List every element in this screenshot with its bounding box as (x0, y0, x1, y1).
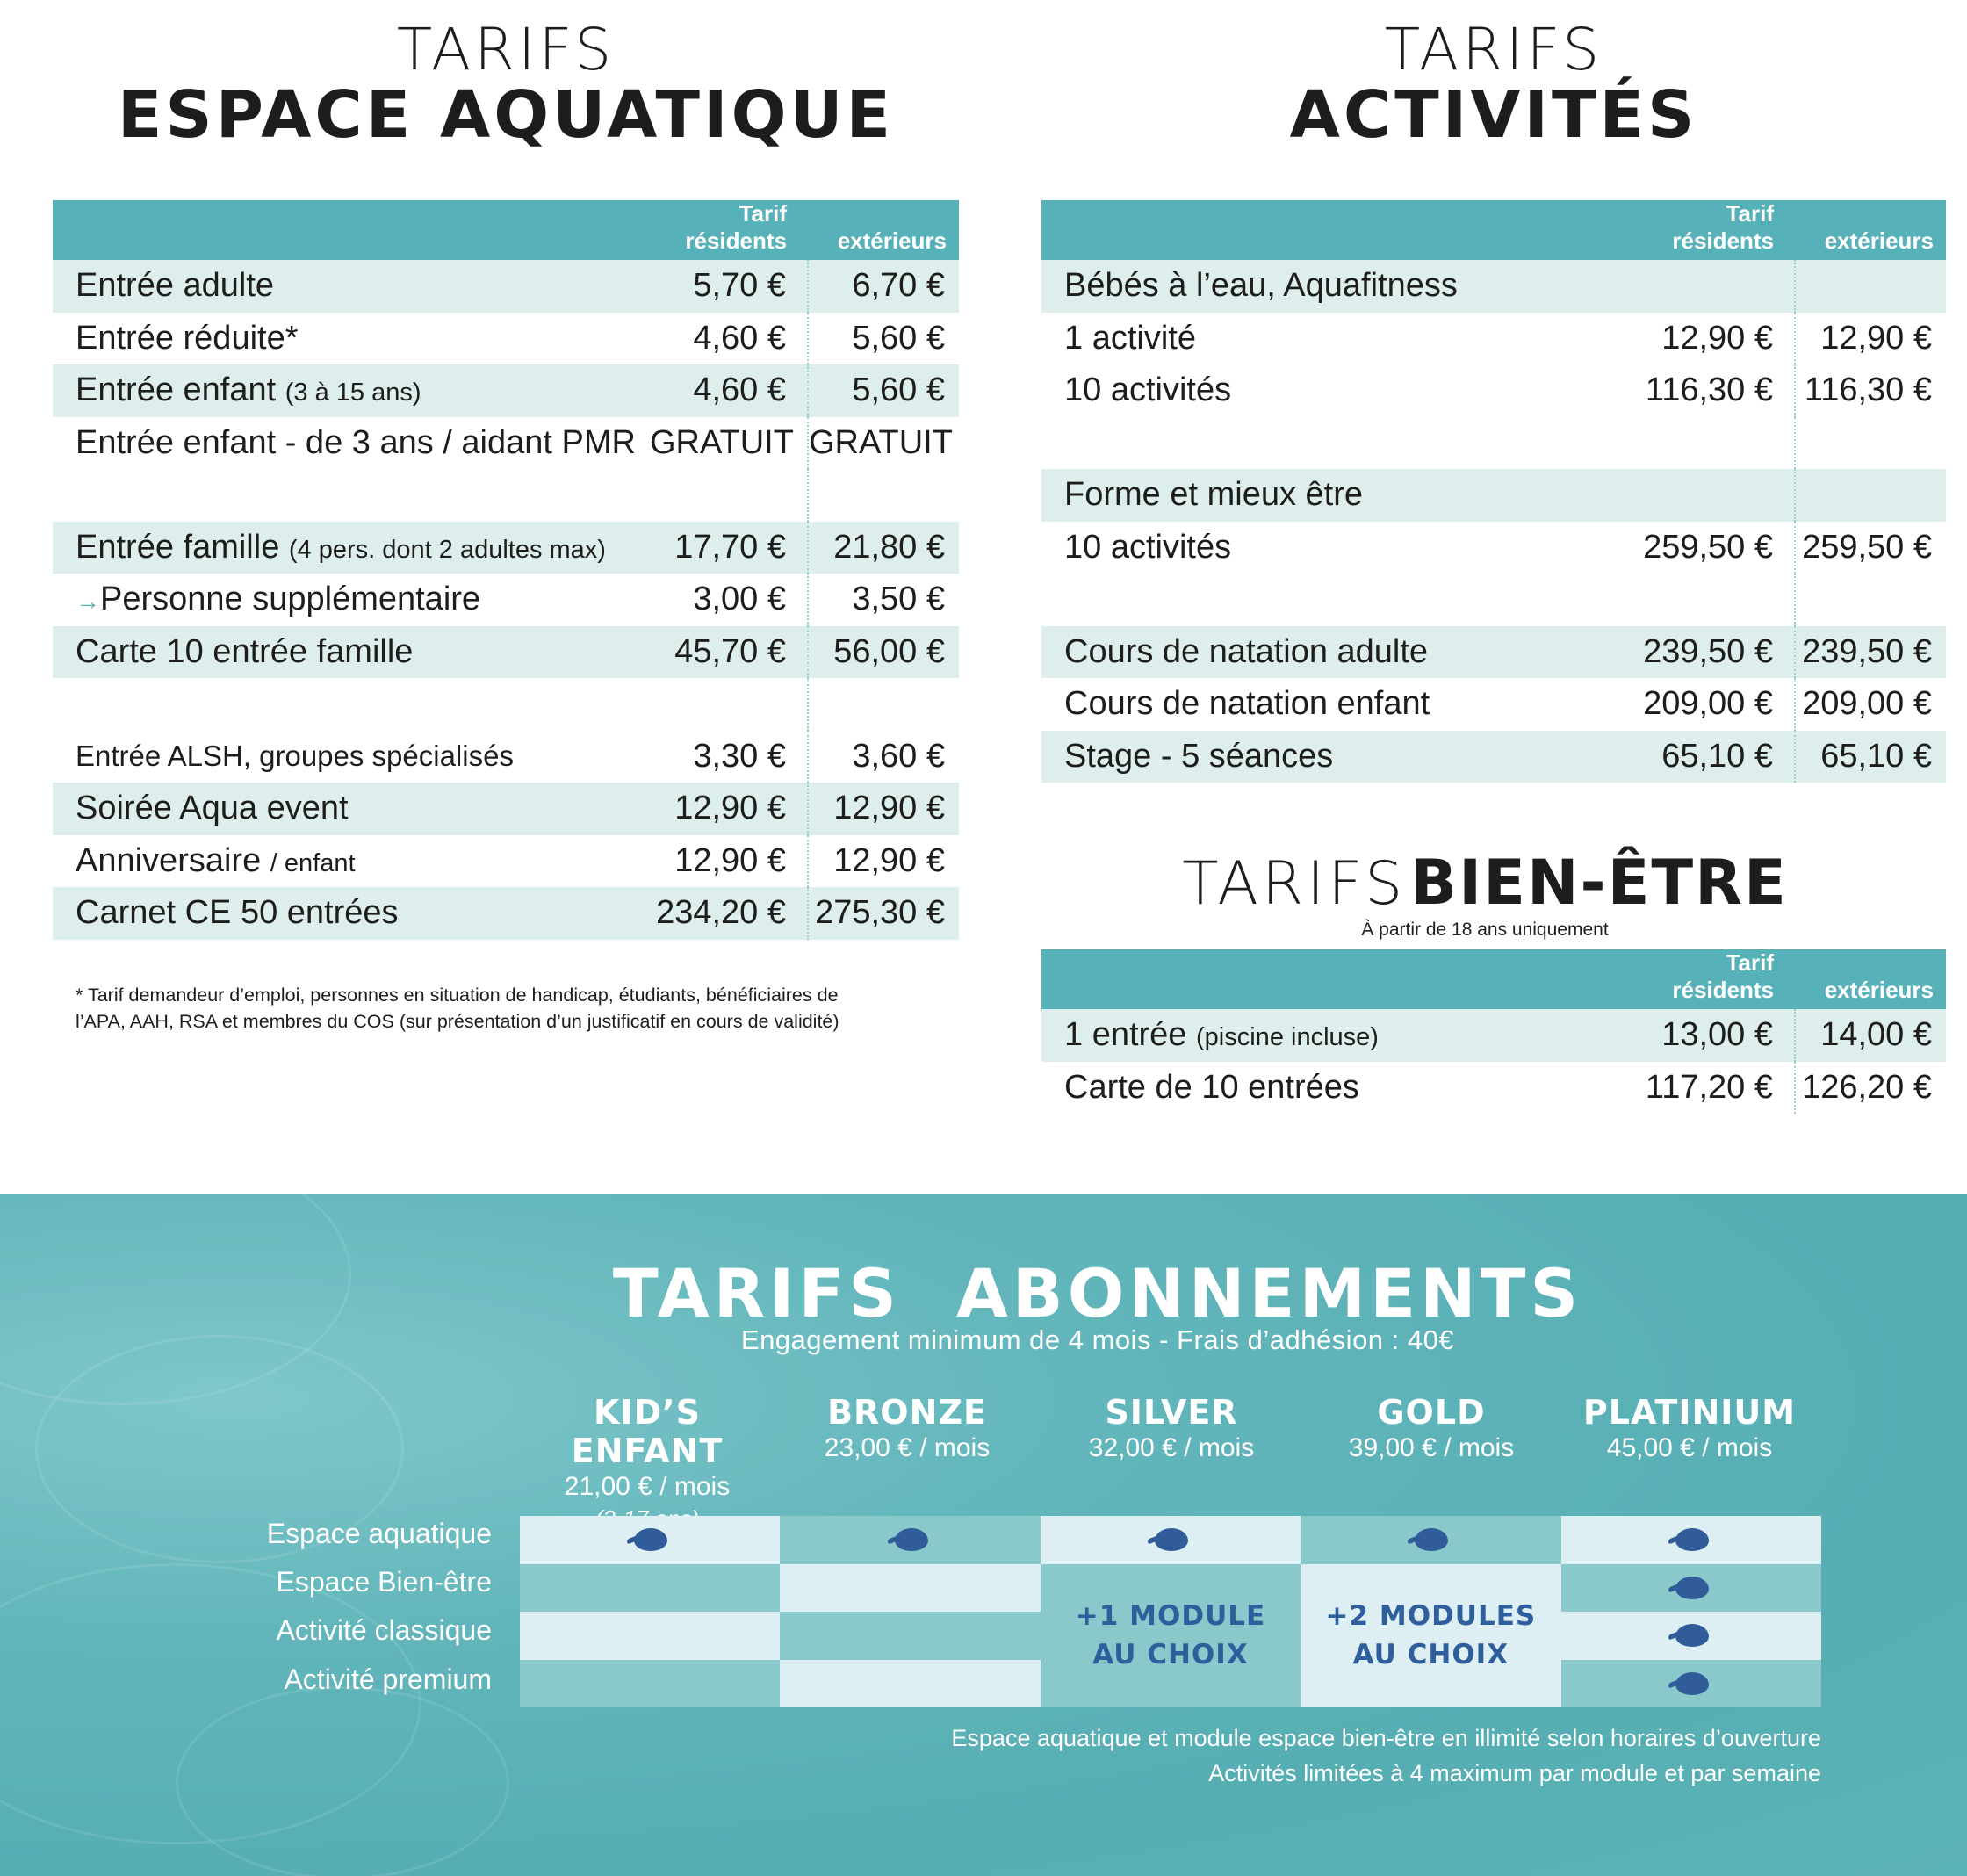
price-resident: GRATUIT (650, 423, 794, 461)
row-label-cell (53, 574, 650, 626)
module-text: +1 MODULE (1075, 1600, 1266, 1633)
bienetre-subtitle: À partir de 18 ans uniquement (1361, 920, 1609, 940)
row-label: Stage - 5 séances (1041, 731, 1637, 783)
row-label: 10 activités (1064, 528, 1232, 566)
feature-label: Espace aquatique (266, 1518, 492, 1549)
table-row (53, 731, 959, 783)
feature-label: Espace Bien-être (276, 1566, 492, 1598)
bienetre-table (1041, 949, 1946, 1114)
abonnements-footer-line: Activités limitées à 4 maximum par module et par semaine (1208, 1760, 1821, 1786)
table-row (1041, 522, 1946, 574)
grid-cell (780, 1516, 1040, 1564)
plan-price: 23,00 € / mois (824, 1433, 991, 1462)
water-ripple (176, 1686, 509, 1876)
price-exterieur: 12,90 € (808, 783, 959, 835)
abonnements-subtitle: Engagement minimum de 4 mois - Frais d’adhésion : 40€ (740, 1324, 1455, 1355)
table-header (1041, 200, 1946, 260)
footnote (53, 982, 959, 1035)
plan-price: 45,00 € / mois (1606, 1433, 1773, 1462)
feature-label: Activité classique (276, 1614, 492, 1646)
grid-cell (1301, 1516, 1560, 1564)
price-exterieur: 6,70 € (808, 260, 959, 313)
price-exterieur: 21,80 € (808, 522, 959, 574)
row-label-cell (53, 364, 650, 417)
module-text: AU CHOIX (1352, 1639, 1509, 1671)
table-row (1041, 678, 1946, 731)
abonnements-grid (520, 1516, 1821, 1707)
col-header-exterieurs: extérieurs (1795, 949, 1946, 1009)
table-row (53, 626, 959, 679)
grid-cell (520, 1612, 780, 1660)
grid-cell (780, 1564, 1040, 1613)
plan-kids (517, 1393, 777, 1533)
table-row (1041, 1009, 1946, 1062)
table-header (1041, 949, 1946, 1009)
plan-gold (1301, 1393, 1561, 1463)
price-resident: 3,30 € (693, 737, 786, 775)
row-label-cell (1041, 1009, 1637, 1062)
table-row (1041, 364, 1946, 417)
grid-cell (1561, 1612, 1821, 1660)
plan-name: GOLD (1377, 1393, 1486, 1432)
table-row (1041, 313, 1946, 365)
grid-cell (1561, 1660, 1821, 1708)
aquatique-title-light: TARIFS (396, 16, 616, 83)
water-drop-icon (1672, 1575, 1711, 1601)
price-resident: 4,60 € (693, 319, 786, 357)
activites-section (1041, 16, 1946, 783)
feature-label: Activité premium (284, 1663, 492, 1695)
plan-name: KID’S ENFANT (571, 1393, 724, 1470)
spacer-row (1041, 417, 1946, 470)
spacer-row (53, 678, 959, 731)
abonnements-title: TARIFS ABONNEMENTS (612, 1254, 1583, 1332)
grid-cell (780, 1660, 1040, 1708)
water-drop-icon (1411, 1526, 1450, 1553)
gold-module-cell (1301, 1564, 1560, 1708)
price-exterieur: GRATUIT (808, 417, 959, 470)
table-row (53, 574, 959, 626)
plan-price: 39,00 € / mois (1348, 1433, 1515, 1462)
price-resident (1637, 260, 1795, 313)
table-row (1041, 469, 1946, 522)
row-detail: (3 à 15 ans) (285, 379, 422, 408)
footnote-line: * Tarif demandeur d’emploi, personnes en situation de handicap, étudiants, bénéficiaires de (76, 984, 839, 1006)
price-resident: 5,70 € (650, 260, 808, 313)
price-exterieur: 275,30 € (808, 887, 959, 940)
price-resident: 209,00 € (1643, 685, 1773, 723)
table-header (53, 200, 959, 260)
row-label: Entrée famille (76, 528, 280, 566)
price-exterieur: 209,00 € (1795, 678, 1946, 731)
table-row (53, 522, 959, 574)
plan-name: BRONZE (827, 1393, 987, 1432)
table-row (1041, 260, 1946, 313)
col-header-exterieurs: extérieurs (1795, 200, 1946, 260)
col-header-exterieurs: extérieurs (808, 200, 959, 260)
row-detail: (piscine incluse) (1196, 1023, 1379, 1052)
table-row (53, 783, 959, 835)
row-label: Personne supplémentaire (100, 581, 481, 618)
spacer-row (1041, 574, 1946, 626)
table-row (53, 835, 959, 888)
row-label: Entrée enfant (76, 372, 277, 409)
module-text: +2 MODULES (1325, 1600, 1537, 1633)
price-resident: 259,50 € (1643, 528, 1773, 566)
price-resident: 12,90 € (674, 841, 786, 879)
table-row (1041, 731, 1946, 783)
price-resident: 234,20 € (650, 887, 808, 940)
price-resident (1637, 469, 1795, 522)
row-label: 10 activités (1064, 372, 1232, 409)
row-label: 1 activité (1064, 319, 1196, 357)
price-resident: 12,90 € (650, 783, 808, 835)
aquatique-title-bold: ESPACE AQUATIQUE (117, 77, 895, 153)
price-exterieur: 3,60 € (808, 731, 959, 783)
row-label: Forme et mieux être (1041, 469, 1637, 522)
price-resident: 239,50 € (1637, 626, 1795, 679)
plan-bronze (777, 1393, 1037, 1463)
col-header-residents: Tarif résidents (1637, 949, 1795, 1009)
aquatique-table (53, 200, 959, 940)
silver-module-cell (1041, 1564, 1301, 1708)
footnote-line: l’APA, AAH, RSA et membres du COS (sur présentation d’un justificatif en cours de validité) (76, 1010, 839, 1032)
activites-title-light: TARIFS (1384, 16, 1603, 83)
row-label: Bébés à l’eau, Aquafitness (1041, 260, 1637, 313)
row-label: Entrée adulte (53, 260, 650, 313)
grid-cell (780, 1612, 1040, 1660)
plan-name: PLATINIUM (1582, 1393, 1797, 1432)
price-exterieur: 5,60 € (808, 313, 959, 365)
row-label: Entrée réduite* (76, 319, 299, 357)
price-resident: 4,60 € (650, 364, 808, 417)
plan-platinium (1560, 1393, 1819, 1463)
activites-table (1041, 200, 1946, 783)
arrow-right-icon: → (76, 588, 100, 616)
water-drop-icon (1672, 1670, 1711, 1697)
row-label: Carte 10 entrée famille (53, 626, 650, 679)
row-label: Carnet CE 50 entrées (53, 887, 650, 940)
bienetre-section (1041, 847, 1946, 1114)
price-exterieur: 126,20 € (1795, 1062, 1946, 1115)
col-header-residents: Tarif résidents (650, 200, 808, 260)
table-row (53, 417, 959, 470)
table-row (53, 887, 959, 940)
water-drop-icon (1672, 1526, 1711, 1553)
row-label: Cours de natation adulte (1041, 626, 1637, 679)
price-exterieur: 14,00 € (1795, 1009, 1946, 1062)
price-exterieur: 259,50 € (1795, 522, 1946, 574)
price-resident: 65,10 € (1637, 731, 1795, 783)
row-label: Carte de 10 entrées (1064, 1068, 1359, 1106)
grid-cell (520, 1564, 780, 1613)
price-exterieur: 116,30 € (1795, 364, 1946, 417)
water-drop-icon (1672, 1622, 1711, 1649)
row-label: Entrée ALSH, groupes spécialisés (76, 740, 514, 773)
grid-cell (520, 1516, 780, 1564)
price-resident: 17,70 € (650, 522, 808, 574)
price-exterieur: 239,50 € (1795, 626, 1946, 679)
abonnements-footer-line: Espace aquatique et module espace bien-être en illimité selon horaires d’ouverture (951, 1725, 1821, 1751)
bienetre-title-light: TARIFS (1182, 849, 1407, 919)
grid-cell (1561, 1564, 1821, 1613)
water-drop-icon (1151, 1526, 1190, 1553)
aquatique-section (53, 16, 959, 1035)
table-row (53, 313, 959, 365)
abonnements-section (0, 1194, 1967, 1876)
price-resident: 12,90 € (1661, 319, 1773, 357)
row-label-cell (53, 522, 650, 574)
table-row (1041, 626, 1946, 679)
price-resident: 116,30 € (1645, 372, 1773, 409)
row-label: Cours de natation enfant (1064, 685, 1430, 723)
bienetre-title (1041, 847, 1946, 919)
price-exterieur: 12,90 € (1795, 313, 1946, 365)
price-exterieur (1795, 260, 1946, 313)
plan-price: 21,00 € / mois (564, 1472, 731, 1501)
price-resident: 45,70 € (650, 626, 808, 679)
row-detail: / enfant (270, 848, 356, 877)
bienetre-title-bold: BIEN-ÊTRE (1409, 847, 1788, 919)
price-exterieur (1795, 469, 1946, 522)
price-exterieur: 3,50 € (808, 574, 959, 626)
module-text: AU CHOIX (1092, 1639, 1249, 1671)
grid-cell (1561, 1516, 1821, 1564)
price-exterieur: 12,90 € (808, 835, 959, 888)
row-label: Entrée enfant - de 3 ans / aidant PMR (76, 423, 636, 461)
row-detail: (4 pers. dont 2 adultes max) (288, 535, 606, 564)
col-header-residents: Tarif résidents (1637, 200, 1795, 260)
price-exterieur: 56,00 € (808, 626, 959, 679)
price-exterieur: 5,60 € (808, 364, 959, 417)
row-label: Anniversaire (76, 841, 262, 879)
table-row (53, 364, 959, 417)
spacer-row (53, 469, 959, 522)
plan-price: 32,00 € / mois (1088, 1433, 1255, 1462)
table-row (53, 260, 959, 313)
activites-title-bold: ACTIVITÉS (1289, 77, 1698, 153)
grid-cell (1041, 1516, 1301, 1564)
water-drop-icon (891, 1526, 930, 1553)
row-label: Soirée Aqua event (53, 783, 650, 835)
plan-silver (1041, 1393, 1301, 1463)
price-exterieur: 65,10 € (1795, 731, 1946, 783)
price-resident: 3,00 € (693, 581, 786, 618)
grid-cell (520, 1660, 780, 1708)
row-label-cell (53, 835, 650, 888)
plan-name: SILVER (1105, 1393, 1238, 1432)
price-resident: 117,20 € (1645, 1068, 1773, 1106)
price-resident: 13,00 € (1637, 1009, 1795, 1062)
table-row (1041, 1062, 1946, 1115)
row-label: 1 entrée (1064, 1016, 1187, 1054)
water-drop-icon (630, 1526, 669, 1553)
